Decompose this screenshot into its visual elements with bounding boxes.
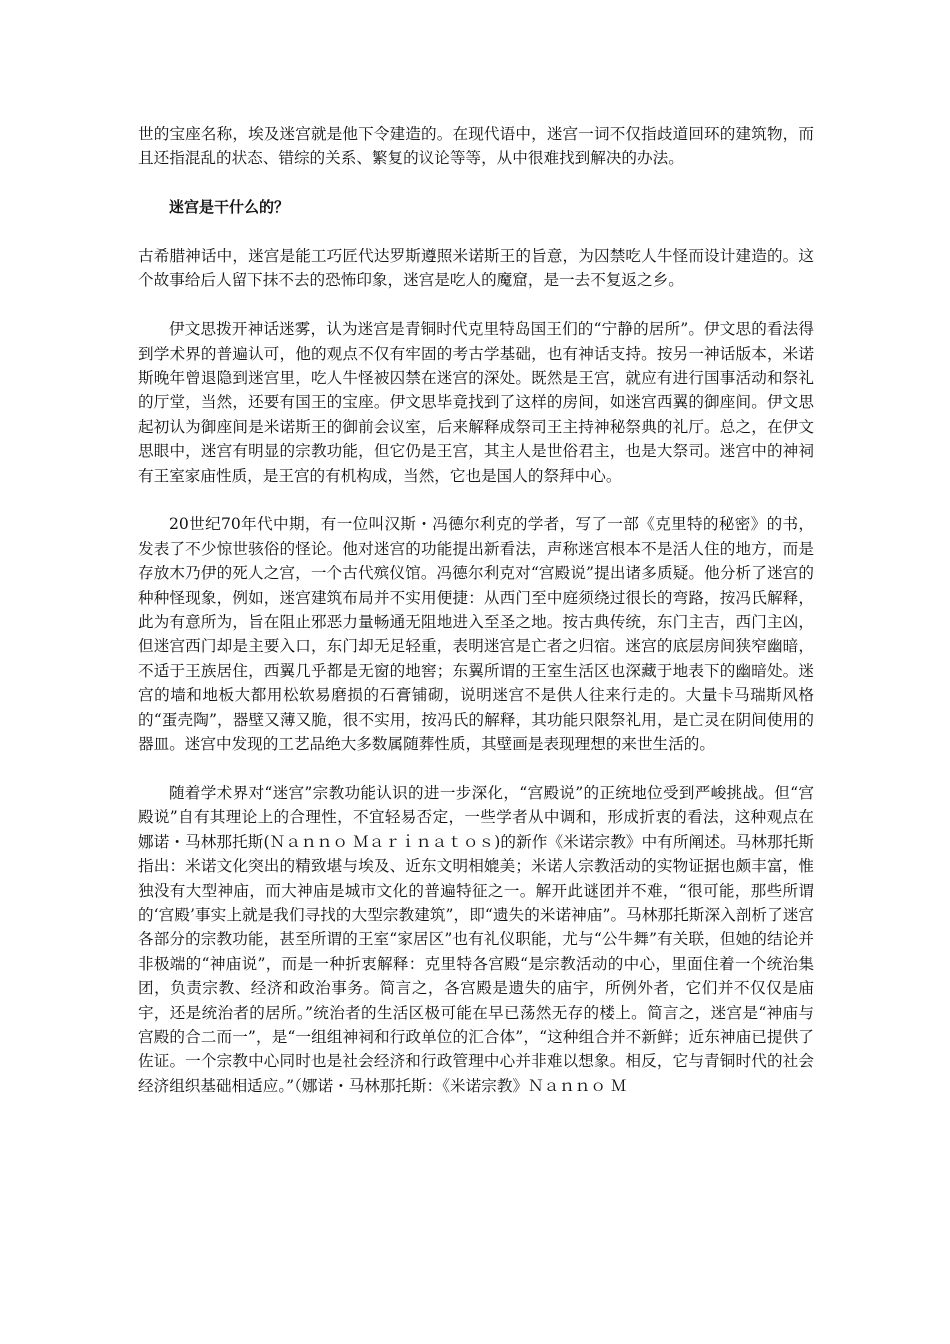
paragraph-intro-end: 世的宝座名称，埃及迷宫就是他下令建造的。在现代语中，迷宫一词不仅指歧道回环的建筑物，而且还指混乱的状态、错综的关系、繁复的议论等等，从中很难找到解决的办法。 <box>138 125 814 168</box>
section-heading: 迷宫是干什么的？ <box>169 198 290 217</box>
paragraph-gap <box>138 757 814 781</box>
paragraph-2: 伊文思拨开神话迷雾，认为迷宫是青铜时代克里特岛国王们的“宁静的居所”。伊文思的看法得到学术界的普遍认可，他的观点不仅有牢固的考古学基础，也有神话支持。按另一神话版本，米诺斯晚年曾退隐到迷宫里，吃人牛怪被囚禁在迷宫的深处。既然是王宫，就应有进行国事活动和祭礼的厅堂，当然，还要有国王的宝座。伊文思毕竟找到了这样的房间，如迷宫西翼的御座间。伊文思起初认为御座间是米诺斯王的御前会议室，后来解释成祭司王主持神秘祭典的礼厅。总之，在伊文思眼中，迷宫有明显的宗教功能，但它仍是王宫，其主人是世俗君主，也是大祭司。迷宫中的神祠有王室家庙性质，是王宫的有机构成，当然，它也是国人的祭拜中心。 <box>138 320 814 485</box>
paragraph-4: 随着学术界对“迷宫”宗教功能认识的进一步深化，“宫殿说”的正统地位受到严峻挑战。但“宫殿说”自有其理论上的合理性，不宜轻易否定，一些学者从中调和，形成折衷的看法，这种观点在娜诺・马林那托斯(Ｎａｎｎｏ Ｍａｒｉｎａｔｏｓ)的新作《米诺宗教》中有所阐述。马林那托斯指出：米诺文化突出的精致堪与埃及、近东文明相媲美；米诺人宗教活动的实物证据也颇丰富，惟独没有大型神庙，而大神庙是城市文化的普遍特征之一。解开此谜团并不难，“很可能，那些所谓的‘宫殿’事实上就是我们寻找的大型宗教建筑”，即“遗失的米诺神庙”。马林那托斯深入剖析了迷宫各部分的宗教功能，甚至所谓的王室“家居区”也有礼仪职能，尤与“公牛舞”有关联，但她的结论并非极端的“神庙说”，而是一种折衷解释：克里特各宫殿“是宗教活动的中心，里面住着一个统治集团，负责宗教、经济和政治事务。简言之，各宫殿是遗失的庙宇，所例外者，它们并不仅仅是庙宇，还是统治者的居所。”统治者的生活区极可能在早已荡然无存的楼上。简言之，迷宫是“神庙与宫殿的合二而一”，是“一组组神祠和行政单位的汇合体”，“这种组合并不新鲜；近东神庙已提供了佐证。一个宗教中心同时也是社会经济和行政管理中心并非难以想象。相反，它与青铜时代的社会经济组织基础相适应。”（娜诺・马林那托斯：《米诺宗教》Ｎａｎｎｏ Ｍ <box>138 783 814 1095</box>
paragraph-gap <box>138 293 814 317</box>
paragraph-gap <box>138 488 814 512</box>
document-page <box>138 122 814 1098</box>
paragraph-3: 20世纪70年代中期，有一位叫汉斯・冯德尔利克的学者，写了一部《克里特的秘密》的书，发表了不少惊世骇俗的怪论。他对迷宫的功能提出新看法，声称迷宫根本不是活人住的地方，而是存放木乃伊的死人之宫，一个古代殡仪馆。冯德尔利克对“宫殿说”提出诸多质疑。他分析了迷宫的种种怪现象，例如，迷宫建筑布局并不实用便捷：从西门至中庭须绕过很长的弯路，按冯氏解释，此为有意所为，旨在阻止邪恶力量畅通无阻地进入至圣之地。按古典传统，东门主吉，西门主凶，但迷宫西门却是主要入口，东门却无足轻重，表明迷宫是亡者之归宿。迷宫的底层房间狭窄幽暗，不适于王族居住，西翼几乎都是无窗的地窖；东翼所谓的王室生活区也深藏于地表下的幽暗处。迷宫的墙和地板大都用松软易磨损的石膏铺砌，说明迷宫不是供人往来行走的。大量卡马瑞斯风格的“蛋壳陶”，器壁又薄又脆，很不实用，按冯氏的解释，其功能只限祭礼用，是亡灵在阴间使用的器皿。迷宫中发现的工艺品绝大多数属随葬性质，其壁画是表现理想的来世生活的。 <box>138 515 814 754</box>
paragraph-1: 古希腊神话中，迷宫是能工巧匠代达罗斯遵照米诺斯王的旨意，为囚禁吃人牛怪而设计建造的。这个故事给后人留下抹不去的恐怖印象，迷宫是吃人的魔窟，是一去不复返之乡。 <box>138 247 814 290</box>
paragraph-gap <box>138 220 814 244</box>
paragraph-gap <box>138 171 814 195</box>
